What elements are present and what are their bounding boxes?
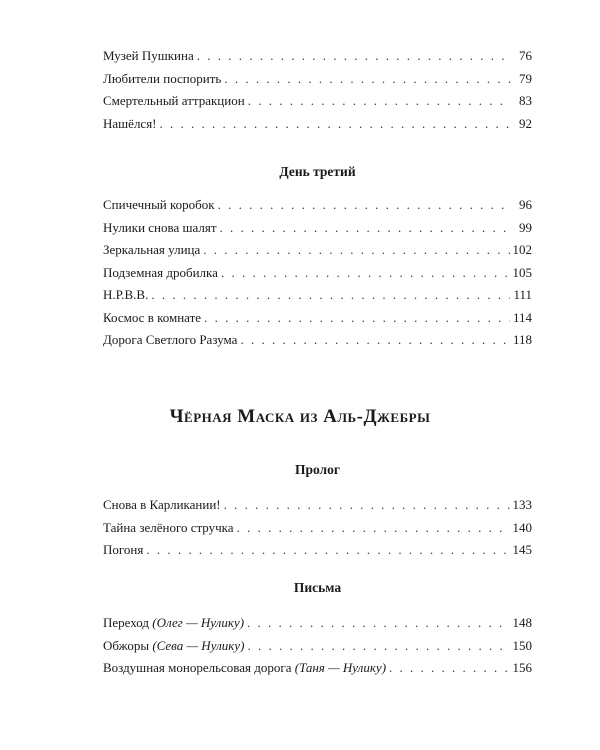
toc-entry: [103, 329, 532, 352]
dot-leader: [389, 657, 509, 680]
dot-leader: [151, 284, 510, 307]
dot-leader: [220, 217, 511, 240]
entry-page: 114: [512, 309, 532, 325]
entry-title: Любители поспорить: [103, 70, 222, 86]
toc-entry: [103, 113, 532, 136]
entry-title: Нулики снова шалят: [103, 219, 217, 235]
dot-leader: [247, 612, 509, 635]
toc-entry: [103, 657, 532, 680]
toc-group-3: [103, 458, 532, 562]
entry-page: 99: [519, 219, 532, 235]
entry-page: 133: [512, 497, 532, 512]
section-heading: День третий: [279, 164, 356, 179]
toc-entry: [103, 284, 532, 307]
entry-title: Космос в комнате: [103, 309, 202, 325]
entry-page: 111: [513, 287, 532, 302]
entry-page: 105: [512, 264, 532, 280]
dot-leader: [224, 68, 511, 91]
toc-entry: [103, 68, 532, 91]
entry-title: Нашёлся!: [103, 115, 157, 131]
entry-title: Погоня: [103, 542, 144, 557]
dot-leader: [204, 307, 510, 330]
entry-title: Дорога Светлого Разума: [103, 332, 238, 347]
entry-title-aside: (Сева — Нулику): [152, 637, 245, 653]
entry-title: Подземная дробилка: [103, 264, 218, 280]
entry-title: Музей Пушкина: [103, 48, 194, 63]
entry-page: 96: [519, 197, 532, 212]
entry-title: Снова в Карликании!: [103, 497, 221, 512]
entry-title: Н.Р.В.В.: [103, 287, 149, 302]
toc-group-2: [103, 160, 532, 352]
entry-page: 156: [512, 660, 532, 675]
toc-entry: [103, 45, 532, 68]
toc-entry: [103, 90, 532, 113]
entry-title-main: Воздушная монорельсовая дорога: [103, 660, 292, 675]
toc-entry: [103, 194, 532, 217]
toc-entry: [103, 217, 532, 240]
entry-title: Спичечный коробок: [103, 197, 215, 212]
dot-leader: [197, 45, 511, 68]
dot-leader: [248, 90, 511, 113]
entry-title: Смертельный аттракцион: [103, 93, 245, 108]
entry-title-aside: (Таня — Нулику): [294, 660, 387, 675]
section-heading: Письма: [293, 580, 342, 595]
toc-entry: [103, 262, 532, 285]
dot-leader: [146, 539, 509, 562]
toc-entry: [103, 635, 532, 658]
entry-page: 140: [512, 519, 532, 535]
entry-page: 76: [519, 48, 532, 63]
entry-page: 150: [512, 637, 532, 653]
dot-leader: [203, 239, 509, 262]
entry-title-aside: (Олег — Нулику): [152, 615, 245, 630]
toc-entry: [103, 612, 532, 635]
dot-leader: [237, 517, 510, 540]
entry-page: 148: [512, 615, 532, 630]
entry-title-main: Обжоры: [103, 637, 150, 653]
entry-title: Тайна зелёного стручка: [103, 519, 234, 535]
toc-group-4: [103, 576, 532, 680]
toc-entry: [103, 517, 532, 540]
entry-title: [103, 612, 244, 635]
entry-page: 102: [512, 242, 532, 257]
entry-title-main: Переход: [103, 615, 150, 630]
entry-page: 145: [512, 542, 532, 557]
entry-page: 92: [519, 115, 532, 131]
dot-leader: [160, 113, 511, 136]
book-title: Чёрная Маска из Аль-Джебры: [169, 406, 431, 427]
entry-title: [103, 635, 244, 658]
toc-group-1: [103, 45, 532, 135]
dot-leader: [240, 329, 510, 352]
toc-entry: [103, 539, 532, 562]
toc-entry: [103, 239, 532, 262]
entry-title: [103, 657, 386, 680]
toc-entry: [103, 494, 532, 517]
section-heading: Пролог: [294, 462, 341, 477]
entry-title: Зеркальная улица: [103, 242, 201, 257]
dot-leader: [221, 262, 510, 285]
dot-leader: [247, 635, 509, 658]
toc-entry: [103, 307, 532, 330]
dot-leader: [224, 494, 510, 517]
entry-page: 79: [519, 70, 532, 86]
dot-leader: [218, 194, 511, 217]
entry-page: 83: [519, 93, 532, 108]
entry-page: 118: [512, 332, 532, 347]
